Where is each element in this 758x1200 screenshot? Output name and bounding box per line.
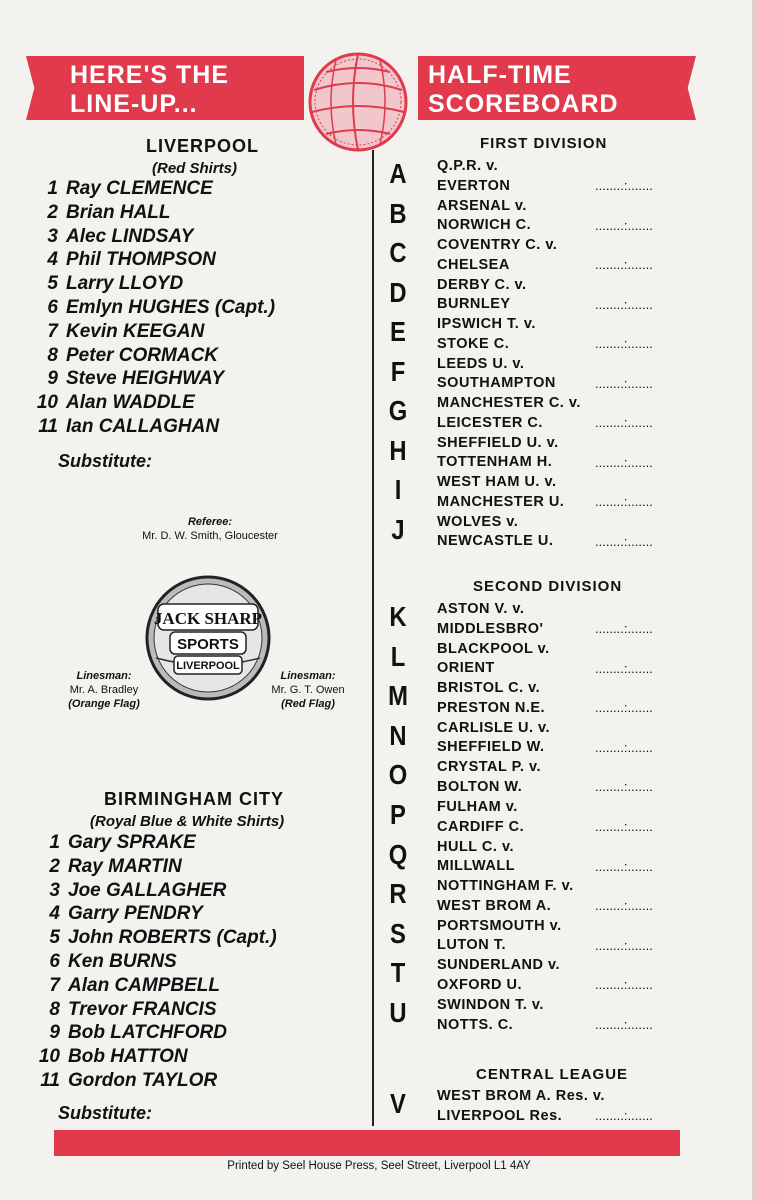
fixture-away: MILLWALL — [437, 858, 516, 875]
player-name: Emlyn HUGHES (Capt.) — [66, 296, 276, 318]
fixture-away: SHEFFIELD W. — [437, 739, 545, 756]
away-player-row — [32, 999, 277, 1023]
home-team-shirts: (Red Shirts) — [152, 160, 238, 177]
banner-left-line2: LINE-UP... — [70, 90, 198, 118]
fixture-home: BLACKPOOL v. — [437, 640, 550, 657]
player-name: Garry PENDRY — [68, 903, 203, 925]
fixture-home: CARLISLE U. v. — [437, 719, 551, 736]
printer-credit: Printed by Seel House Press, Seel Street, Liverpool L1 4AY — [227, 1160, 531, 1172]
sponsor-line2: SPORTS — [177, 636, 239, 653]
fixture-home: FULHAM v. — [437, 799, 518, 815]
banner-scoreboard-heading — [428, 61, 619, 119]
fixture-row — [437, 473, 687, 512]
fixture-away: LIVERPOOL Res. — [437, 1107, 563, 1124]
fixture-home: COVENTRY C. v. — [437, 237, 558, 253]
fixture-letter: C — [389, 237, 407, 268]
sponsor-line1: JACK SHARP — [153, 609, 263, 628]
player-number: 3 — [47, 225, 58, 247]
score-placeholder: ........:....... — [595, 178, 653, 193]
player-number: 10 — [36, 392, 58, 414]
score-placeholder: ........:....... — [595, 739, 653, 755]
player-name: Alec LINDSAY — [66, 225, 194, 247]
fixture-row — [437, 917, 687, 956]
fixture-home: HULL C. v. — [437, 838, 514, 855]
player-name: Alan WADDLE — [66, 392, 195, 414]
away-player-row — [32, 1046, 277, 1070]
fixture-letter: N — [389, 719, 407, 751]
player-name: Ken BURNS — [68, 950, 177, 972]
banner-lineup-heading — [70, 61, 229, 119]
fixture-away: BURNLEY — [437, 296, 511, 312]
referee-block — [100, 515, 320, 543]
jack-sharp-sports-logo — [144, 574, 272, 702]
home-player-row — [30, 273, 275, 297]
banner-right-line2: SCOREBOARD — [428, 90, 619, 118]
score-placeholder: ........:....... — [595, 858, 653, 874]
fixture-row — [437, 276, 687, 315]
fixture-row — [437, 394, 687, 433]
player-number: 2 — [47, 201, 58, 223]
home-player-row — [30, 202, 275, 226]
fixture-letter: D — [389, 276, 407, 308]
fixture-row — [437, 956, 687, 995]
player-name: Gary SPRAKE — [68, 832, 196, 853]
fixture-home: BRISTOL C. v. — [437, 680, 541, 697]
fixture-away: NOTTS. C. — [437, 1016, 514, 1033]
score-placeholder: ........:....... — [595, 336, 653, 351]
player-name: Bob LATCHFORD — [68, 1022, 228, 1044]
fixture-letter: R — [389, 878, 407, 910]
player-name: Ray MARTIN — [68, 855, 182, 877]
fixture-away: MIDDLESBRO' — [437, 620, 544, 637]
fixture-home: NOTTINGHAM F. v. — [437, 878, 574, 895]
referee-name: Mr. D. W. Smith, Gloucester — [142, 530, 278, 542]
linesman-2-label: Linesman: — [280, 670, 336, 682]
player-number: 1 — [47, 178, 58, 199]
fixture-letter: F — [390, 355, 406, 387]
footer-bar — [54, 1130, 680, 1156]
fixture-home: SHEFFIELD U. v. — [437, 434, 559, 451]
player-number: 7 — [47, 320, 58, 342]
home-player-row — [30, 345, 275, 369]
player-number: 11 — [38, 415, 58, 437]
player-number: 2 — [49, 855, 60, 877]
fixture-row — [437, 600, 687, 639]
player-name: Steve HEIGHWAY — [66, 368, 225, 390]
fixture-home: LEEDS U. v. — [437, 355, 525, 372]
score-placeholder: ........:....... — [595, 977, 653, 993]
fixture-letter: K — [389, 601, 407, 632]
central-league-title: CENTRAL LEAGUE — [476, 1066, 629, 1083]
fixture-away: BOLTON W. — [437, 778, 523, 795]
player-number: 8 — [47, 344, 58, 366]
score-placeholder: ........:....... — [595, 779, 653, 795]
home-player-row — [30, 392, 275, 416]
player-number: 7 — [49, 974, 60, 996]
fixture-home: ARSENAL v. — [437, 197, 527, 214]
fixture-letter: U — [389, 997, 407, 1028]
linesman-1-name: Mr. A. Bradley — [69, 684, 139, 696]
away-player-row — [32, 1070, 277, 1094]
fixture-row — [437, 758, 687, 797]
home-player-row — [30, 178, 275, 202]
fixture-row — [437, 197, 687, 236]
score-placeholder: ........:....... — [595, 375, 653, 391]
home-team-name: LIVERPOOL — [146, 136, 260, 156]
fixture-away: OXFORD U. — [437, 976, 523, 993]
referee-label: Referee: — [187, 516, 233, 528]
away-player-row — [32, 832, 277, 856]
fixture-home: CRYSTAL P. v. — [437, 759, 541, 776]
fixture-home: Q.P.R. v. — [437, 158, 499, 174]
score-placeholder: ........:....... — [595, 533, 653, 549]
fixture-away: LUTON T. — [437, 937, 506, 954]
away-player-list — [32, 832, 277, 1094]
fixture-row — [437, 236, 687, 275]
fixture-row — [437, 1087, 687, 1126]
away-player-row — [32, 880, 277, 904]
away-player-row — [32, 951, 277, 975]
score-placeholder: ........:....... — [595, 217, 653, 233]
player-number: 6 — [49, 950, 60, 972]
score-placeholder: ........:....... — [595, 257, 653, 272]
fixture-row — [437, 996, 687, 1035]
player-name: John ROBERTS (Capt.) — [68, 927, 277, 949]
fixture-away: NORWICH C. — [437, 217, 532, 233]
fixture-away: CHELSEA — [437, 256, 510, 273]
player-number: 8 — [49, 998, 60, 1020]
player-number: 4 — [47, 249, 58, 271]
header-banner — [26, 52, 696, 122]
fixture-away: ORIENT — [437, 660, 495, 677]
player-number: 6 — [47, 296, 58, 318]
fixture-letter: I — [394, 474, 402, 505]
fixture-home: ASTON V. v. — [437, 601, 525, 617]
fixture-row — [437, 838, 687, 877]
home-player-row — [30, 321, 275, 345]
fixture-letter: H — [389, 434, 407, 466]
fixture-home: WEST HAM U. v. — [437, 474, 557, 490]
fixture-row — [437, 315, 687, 354]
fixture-row — [437, 798, 687, 837]
away-team-shirts: (Royal Blue & White Shirts) — [90, 813, 285, 830]
fixture-away: SOUTHAMPTON — [437, 375, 556, 391]
fixture-letter: S — [390, 917, 406, 949]
player-name: Peter CORMACK — [66, 344, 219, 366]
first-division-title: FIRST DIVISION — [480, 135, 608, 152]
player-number: 1 — [49, 832, 60, 853]
fixture-away: LEICESTER C. — [437, 414, 543, 431]
fixture-letter: L — [390, 640, 406, 672]
fixture-home: IPSWICH T. v. — [437, 316, 536, 332]
away-player-row — [32, 903, 277, 927]
score-placeholder: ........:....... — [595, 700, 653, 716]
home-player-row — [30, 226, 275, 250]
home-player-row — [30, 249, 275, 273]
fixture-letter: G — [388, 395, 408, 426]
column-divider — [372, 150, 374, 1126]
home-substitute-label: Substitute: — [58, 451, 152, 471]
fixture-row — [437, 434, 687, 473]
player-number: 10 — [38, 1046, 60, 1068]
fixture-letter: O — [388, 759, 408, 791]
home-player-list — [30, 178, 275, 440]
player-name: Bob HATTON — [68, 1046, 188, 1068]
fixture-letter: A — [389, 158, 407, 189]
linesman-2-name: Mr. G. T. Owen — [271, 684, 345, 696]
fixture-home: DERBY C. v. — [437, 276, 527, 293]
away-player-row — [32, 927, 277, 951]
page-edge — [752, 0, 758, 1200]
score-placeholder: ........:....... — [595, 898, 653, 914]
linesman-1-flag: (Orange Flag) — [68, 698, 140, 710]
player-name: Kevin KEEGAN — [66, 320, 205, 342]
fixture-row — [437, 640, 687, 679]
score-placeholder: ........:....... — [595, 296, 653, 312]
away-player-row — [32, 856, 277, 880]
fixture-home: PORTSMOUTH v. — [437, 917, 562, 934]
fixture-row — [437, 355, 687, 394]
fixture-letter: E — [390, 316, 406, 347]
home-player-row — [30, 368, 275, 392]
score-placeholder: ........:....... — [595, 454, 653, 470]
fixture-letter: Q — [388, 838, 408, 870]
fixture-letter: P — [390, 799, 406, 830]
score-placeholder: ........:....... — [595, 1017, 653, 1032]
fixture-away: STOKE C. — [437, 335, 510, 352]
score-placeholder: ........:....... — [595, 1108, 653, 1123]
fixture-letter: J — [391, 513, 405, 545]
fixture-row — [437, 877, 687, 916]
fixture-letter: V — [390, 1088, 406, 1119]
fixture-row — [437, 719, 687, 758]
fixture-row — [437, 157, 687, 196]
score-placeholder: ........:....... — [595, 819, 653, 834]
player-number: 9 — [47, 368, 58, 390]
linesman-2-flag: (Red Flag) — [281, 698, 335, 710]
away-player-row — [32, 1022, 277, 1046]
fixture-letter: M — [388, 680, 408, 712]
fixture-row — [437, 513, 687, 552]
player-number: 9 — [49, 1022, 60, 1044]
player-name: Gordon TAYLOR — [68, 1069, 218, 1091]
fixture-home: SWINDON T. v. — [437, 997, 544, 1013]
banner-right-line1: HALF-TIME — [428, 61, 572, 89]
away-team-name: BIRMINGHAM CITY — [104, 789, 284, 809]
score-placeholder: ........:....... — [595, 660, 653, 676]
score-placeholder: ........:....... — [595, 494, 653, 509]
player-name: Phil THOMPSON — [66, 249, 216, 271]
fixture-away: CARDIFF C. — [437, 818, 525, 835]
home-player-row — [30, 297, 275, 321]
player-number: 3 — [49, 879, 60, 901]
banner-left-line1: HERE'S THE — [70, 61, 230, 89]
fixture-letter: T — [390, 957, 406, 989]
fixture-away: WEST BROM A. — [437, 897, 552, 914]
fixture-away: EVERTON — [437, 177, 511, 194]
fixture-home: SUNDERLAND v. — [437, 957, 561, 974]
fixture-row — [437, 679, 687, 718]
player-name: Trevor FRANCIS — [68, 998, 217, 1020]
score-placeholder: ........:....... — [595, 415, 653, 430]
player-name: Ray CLEMENCE — [66, 178, 213, 199]
fixture-home: WOLVES v. — [437, 513, 519, 530]
fixture-home: MANCHESTER C. v. — [437, 395, 581, 411]
score-placeholder: ........:....... — [595, 937, 653, 953]
player-name: Brian HALL — [66, 201, 171, 223]
player-number: 11 — [40, 1069, 60, 1091]
second-division-title: SECOND DIVISION — [473, 578, 623, 595]
player-number: 5 — [49, 927, 60, 949]
fixture-away: PRESTON N.E. — [437, 699, 546, 716]
fixture-away: NEWCASTLE U. — [437, 533, 554, 549]
player-name: Alan CAMPBELL — [68, 974, 220, 996]
fixture-letter: B — [389, 197, 407, 229]
player-name: Larry LLOYD — [66, 273, 184, 295]
player-name: Joe GALLAGHER — [68, 879, 227, 901]
player-number: 4 — [49, 903, 60, 925]
away-substitute-label: Substitute: — [58, 1103, 152, 1123]
player-number: 5 — [47, 273, 58, 295]
player-name: Ian CALLAGHAN — [66, 415, 220, 437]
fixture-away: MANCHESTER U. — [437, 493, 565, 510]
fixture-home: WEST BROM A. Res. v. — [437, 1088, 605, 1104]
fixture-away: TOTTENHAM H. — [437, 454, 553, 470]
sponsor-line3: LIVERPOOL — [176, 660, 240, 672]
linesman-1-label: Linesman: — [76, 670, 132, 682]
away-player-row — [32, 975, 277, 999]
football-icon — [296, 52, 420, 152]
home-player-row — [30, 416, 275, 440]
score-placeholder: ........:....... — [595, 621, 653, 636]
